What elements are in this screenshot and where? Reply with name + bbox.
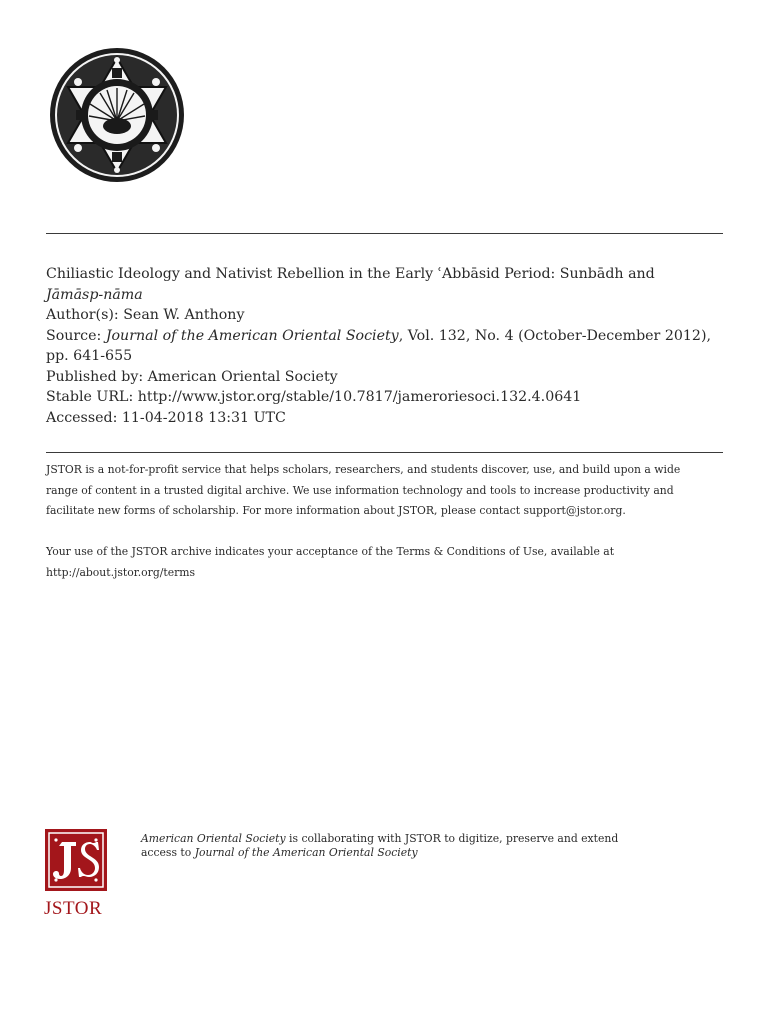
collaboration-note [141,832,701,859]
source-details: , Vol. 132, No. 4 (October-December 2012), [398,327,712,344]
publisher-name: American Oriental Society [147,368,338,385]
author-label: Author(s): [46,307,119,323]
accessed-label: Accessed: [46,409,118,426]
terms-link[interactable]: http://about.jstor.org/terms [46,565,196,579]
author-line [46,305,736,326]
notice-line: facilitate new forms of scholarship. For more information about JSTOR, please contact support@jstor.org. [46,504,626,517]
publisher-label: Published by: [46,368,144,385]
notice-line: range of content in a trusted digital archive. We use information technology and tools to increase productivity and [46,483,674,497]
accessed-date: 11-04-2018 13:31 UTC [121,409,286,426]
publisher-line [46,367,736,388]
author-name: Sean W. Anthony [123,307,245,323]
top-divider [46,233,723,234]
collab-text: is collaborating with JSTOR to digitize, preserve and extend [285,832,619,845]
collab-journal: Journal of the American Oriental Society [194,845,418,859]
collab-org: American Oriental Society [141,832,286,845]
stable-url-line [46,387,736,408]
article-title-line2: Jāmāsp-nāma [46,286,143,303]
article-title-line1: Chiliastic Ideology and Nativist Rebellion in the Early ʿAbbāsid Period: Sunbādh and [46,266,655,282]
stable-url-label: Stable URL: [46,389,134,405]
collab-text: access to [141,845,195,859]
stable-url-link[interactable]: http://www.jstor.org/stable/10.7817/jameroriesoci.132.4.0641 [137,389,582,405]
notice-line: JSTOR is a not-for-profit service that helps scholars, researchers, and students discover, use, and build upon a wide [46,463,681,476]
society-seal-icon [48,46,186,184]
terms-notice-line: Your use of the JSTOR archive indicates your acceptance of the Terms & Conditions of Use, available at [46,545,615,558]
source-line [46,326,736,347]
jstor-notice [46,460,736,583]
middle-divider [46,452,723,453]
journal-name: Journal of the American Oriental Society [105,327,399,344]
accessed-line [46,408,736,429]
jstor-logo-text: JSTOR [44,898,103,919]
source-label: Source: [46,327,102,344]
article-metadata [46,264,736,428]
pages: pp. 641-655 [46,348,133,364]
